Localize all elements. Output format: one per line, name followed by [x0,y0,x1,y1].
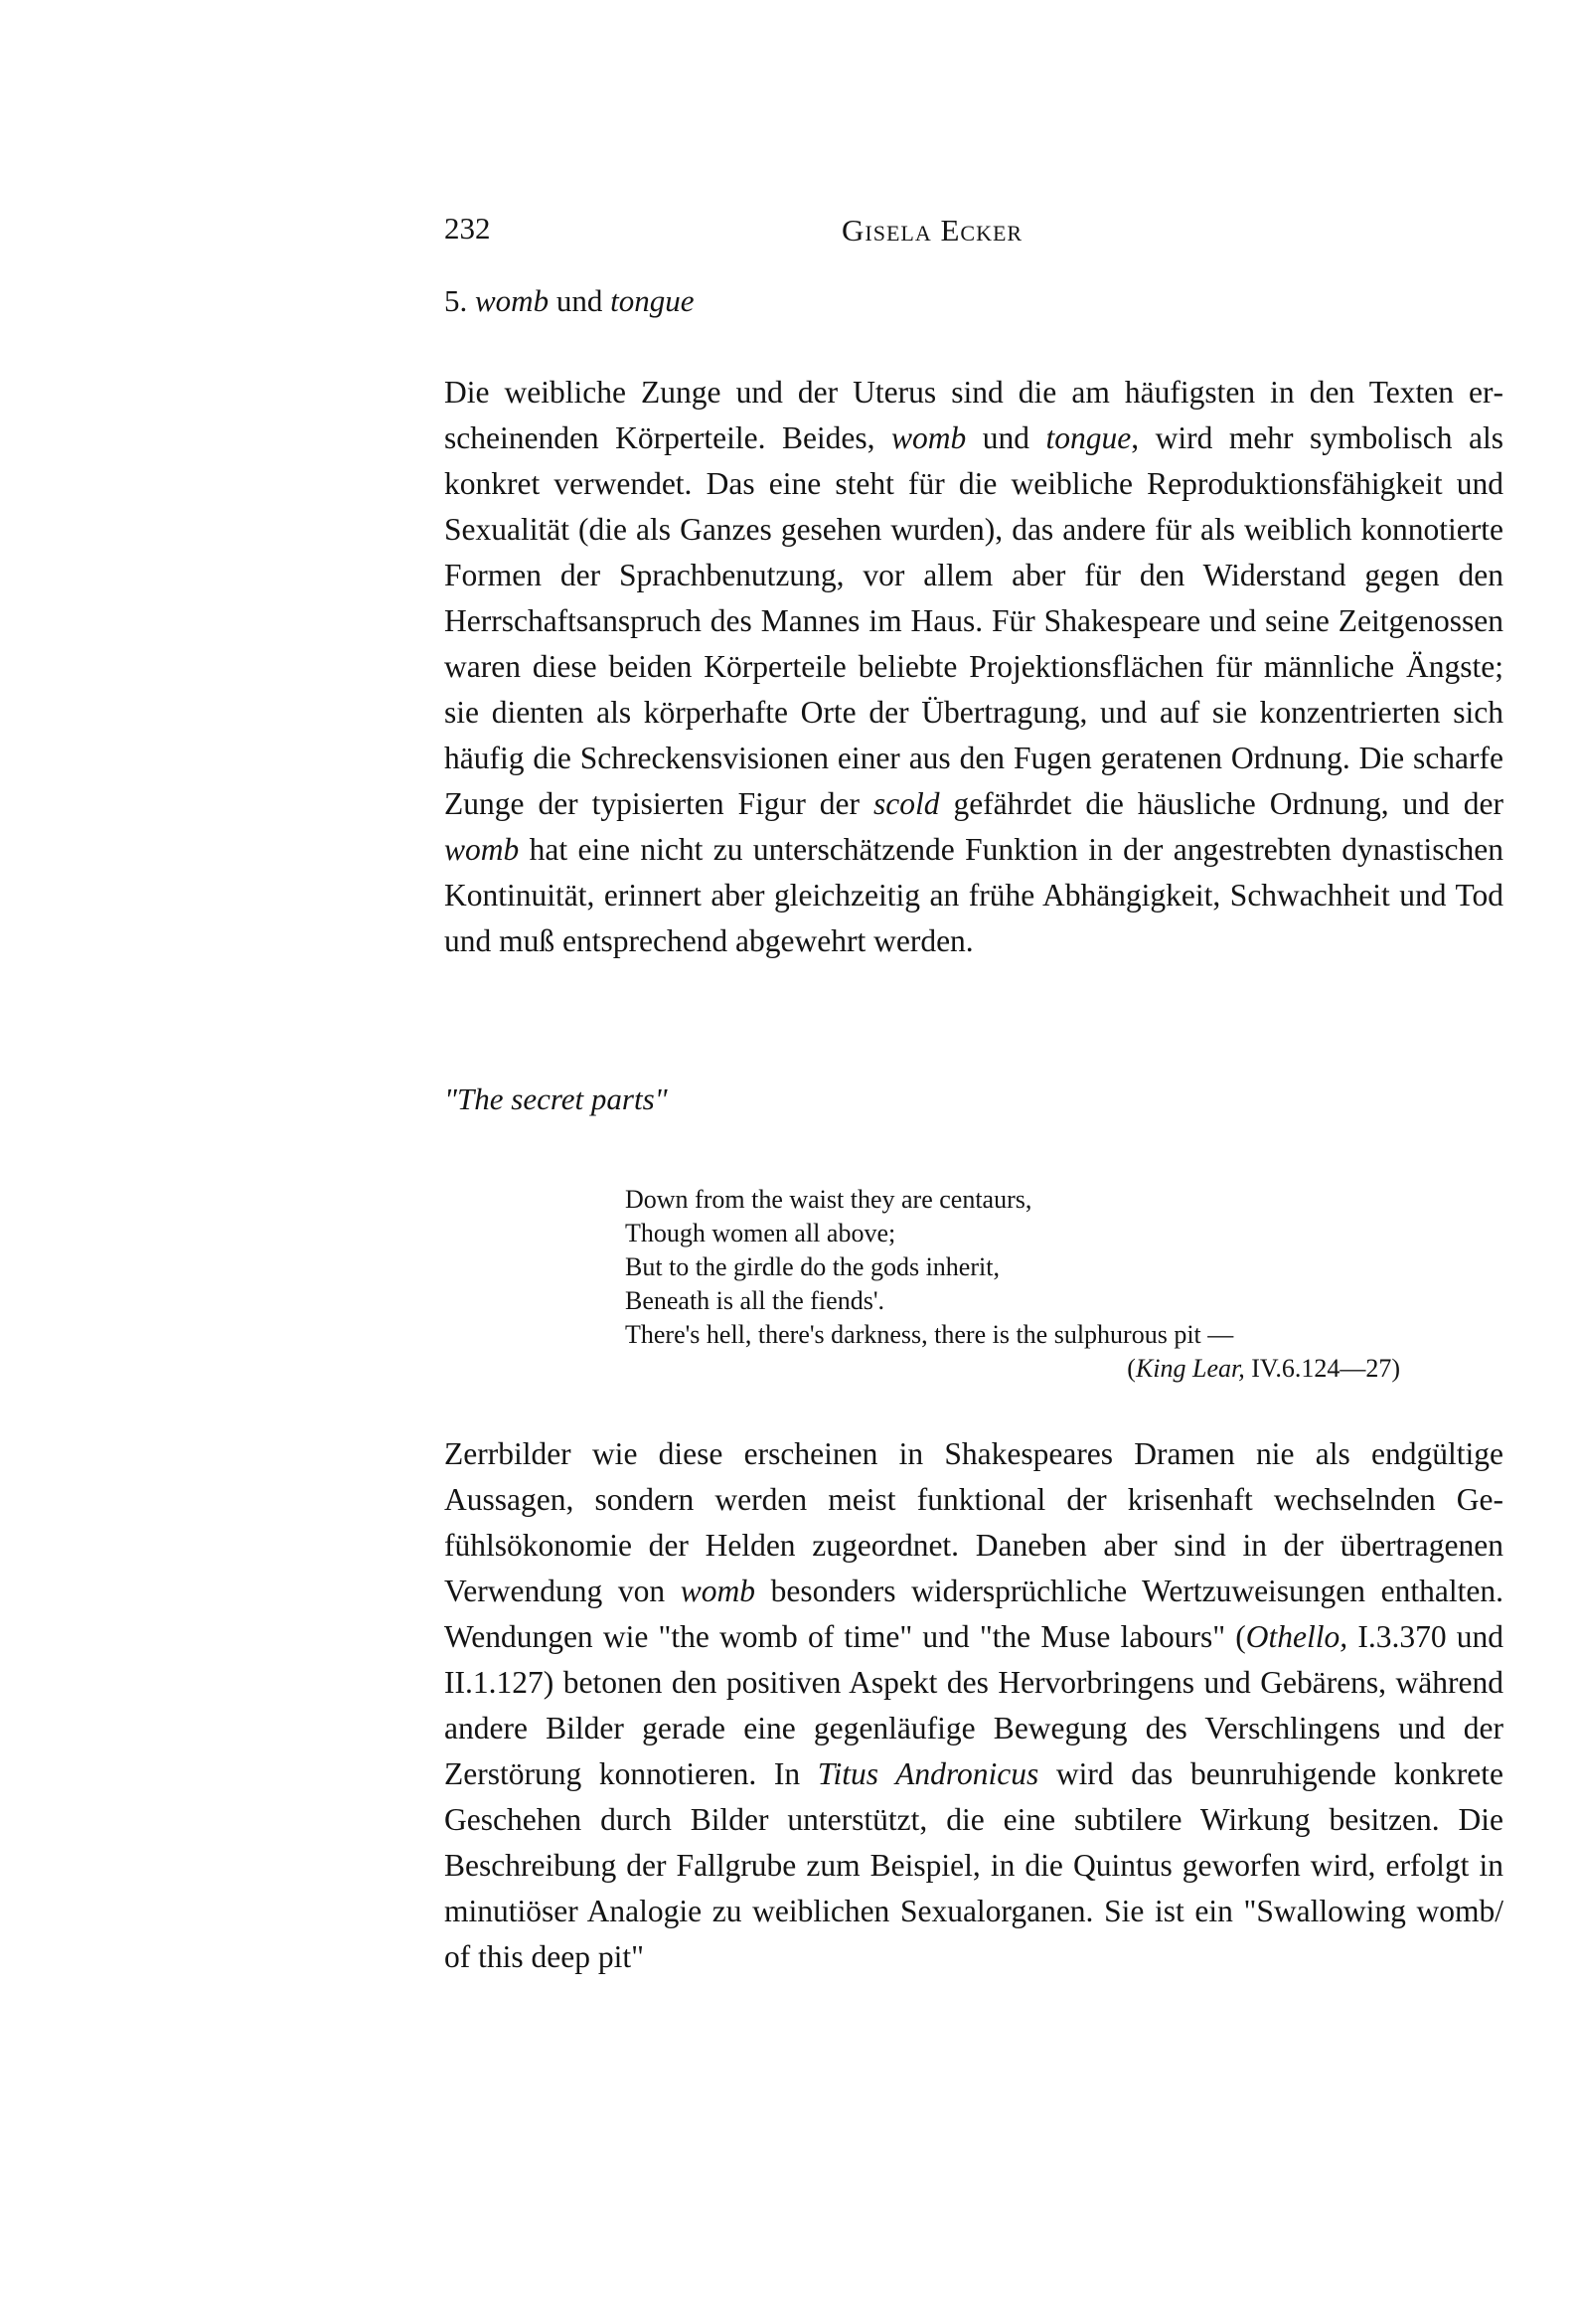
page-number: 232 [444,211,491,246]
verse-line: But to the girdle do the gods inherit, [625,1252,1000,1281]
verse-citation [625,1352,1400,1386]
italic-term: womb [444,832,520,867]
verse-line: Though women all above; [625,1219,896,1247]
running-head: Gisela Ecker [842,213,1024,248]
subheading-secret-parts: "The secret parts" [444,1081,668,1116]
section-term-tongue: tongue [610,283,695,318]
text-run: Die weibliche Zunge und der Uterus sind die am häufigsten in den Texten erscheinenden Körperteile. Beides, [444,375,1503,455]
italic-term: tongue [1045,420,1132,455]
italic-term: womb [680,1574,755,1608]
italic-term: womb [891,420,967,455]
text-run: Zerrbilder wie diese erscheinen in Shakespeares Dramen nie als endgültige Aussagen, sondern werden meist funktional der krisenhaft wechselnden Gefühlsökonomie der Helden zugeordnet. Daneben aber sind in der übertragenen Verwendung von [444,1436,1503,1608]
text-run: hat eine nicht zu unterschätzende Funktion in der angestrebten dynastischen Kontinuität, erinnert aber gleichzeitig an frühe Abhängigkeit, Schwachheit und Tod und muß entsprechend abgewehrt werden. [444,832,1503,958]
citation-title: King Lear, [1135,1354,1245,1383]
text-run: und [966,420,1046,455]
citation-open: ( [1127,1354,1136,1383]
verse-line: There's hell, there's darkness, there is the sulphurous pit — [625,1320,1234,1349]
italic-term: Titus Andronicus [817,1756,1039,1791]
text-run: wird das beunruhigende konkrete Geschehen durch Bilder unterstützt, die eine subtilere Wirkung besitzen. Die Beschreibung der Fallgrube zum Beispiel, in die Quintus geworfen wird, erfolgt in minutiöser Analogie zu weiblichen Sexualorganen. Sie ist ein "Swallowing womb/ of this deep pit" [444,1756,1503,1974]
italic-term: scold [872,786,940,821]
text-run: besonders widersprüchliche Wertzuweisungen enthalten. Wendungen wie "the womb of time" und "the Muse labours" ( [444,1574,1503,1654]
text-run: gefährdet die häusliche Ordnung, und der [939,786,1503,821]
body-paragraph-2 [444,1431,1503,1980]
page-header [444,211,1498,250]
verse-quotation [625,1183,1400,1386]
section-connector: und [549,283,611,318]
text-run: , wird mehr symbolisch als konkret verwendet. Das eine steht für die weibliche Reproduktionsfähigkeit und Sexualität (die als Ganzes gesehen wurden), das andere für als weiblich konnotierte Formen der Sprachbenutzung, vor allem aber für den Widerstand gegen den Herrschaftsanspruch des Mannes im Haus. Für Shakespeare und seine Zeitgenossen waren diese beiden Körperteile beliebte Projektionsflächen für männliche Ängste; sie dienten als körperhafte Orte der Übertragung, und auf sie konzentrierten sich häufig die Schreckensvisionen einer aus den Fugen geratenen Ordnung. Die scharfe Zunge der typisierten Figur der [444,420,1503,821]
text-run: I.3.370 und II.1.127) betonen den positiven Aspekt des Hervorbringens und Gebärens, während andere Bilder gerade eine gegenläufige Bewegung des Verschlingens und der Zerstörung konnotieren. In [444,1619,1504,1791]
section-term-womb: womb [475,283,550,318]
body-paragraph-1 [444,370,1503,964]
citation-ref: IV.6.124—27) [1244,1354,1400,1383]
italic-term: Othello, [1245,1619,1348,1654]
section-heading [444,283,694,319]
verse-line: Down from the waist they are centaurs, [625,1185,1032,1214]
verse-line: Beneath is all the fiends'. [625,1286,885,1315]
section-number: 5. [444,283,468,318]
